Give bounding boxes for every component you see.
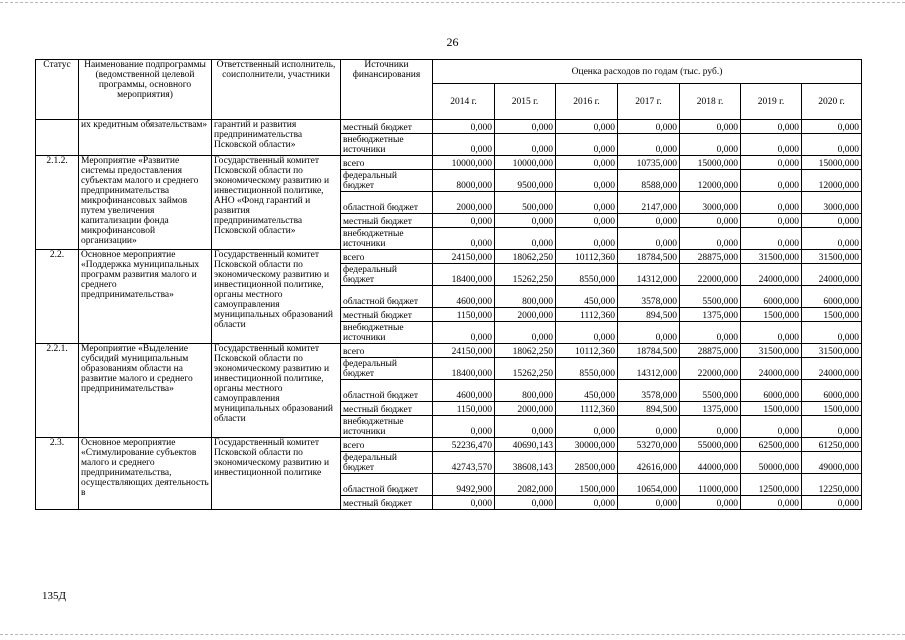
expense-value: 15262,250 (495, 358, 556, 380)
expense-value: 14312,000 (618, 264, 680, 286)
row-executor: Государственный комитет Псковской области по экономическому развитию и инвестиционной политике (212, 438, 341, 510)
expense-value: 0,000 (618, 322, 680, 344)
expense-value: 2082,000 (495, 474, 556, 496)
expense-value: 0,000 (433, 134, 495, 156)
expense-value: 18062,250 (495, 250, 556, 264)
header-year: 2015 г. (495, 84, 556, 120)
expense-value: 22000,000 (680, 264, 741, 286)
funding-source: внебюджетные источники (341, 228, 433, 250)
expense-value: 24000,000 (741, 264, 802, 286)
expense-value: 10000,000 (433, 156, 495, 170)
expense-value: 31500,000 (802, 344, 862, 358)
expense-value: 24150,000 (433, 344, 495, 358)
expense-value: 6000,000 (802, 380, 862, 402)
expense-value: 38608,143 (495, 452, 556, 474)
expense-value: 6000,000 (741, 380, 802, 402)
expense-value: 0,000 (802, 134, 862, 156)
table-row (36, 344, 862, 358)
funding-source: местный бюджет (341, 496, 433, 510)
expense-value: 10000,000 (495, 156, 556, 170)
expense-value: 0,000 (433, 228, 495, 250)
header-year: 2017 г. (618, 84, 680, 120)
row-status: 2.3. (36, 438, 79, 510)
expense-value: 24000,000 (802, 264, 862, 286)
expense-value: 42743,570 (433, 452, 495, 474)
expense-value: 0,000 (802, 496, 862, 510)
funding-source: федеральный бюджет (341, 452, 433, 474)
expense-value: 18400,000 (433, 358, 495, 380)
funding-source: местный бюджет (341, 402, 433, 416)
expense-value: 18784,500 (618, 344, 680, 358)
expense-value: 0,000 (433, 416, 495, 438)
expense-value: 8550,000 (556, 358, 618, 380)
funding-source: внебюджетные источники (341, 134, 433, 156)
expense-value: 10112,360 (556, 344, 618, 358)
expense-value: 0,000 (433, 496, 495, 510)
funding-source: федеральный бюджет (341, 358, 433, 380)
expense-value: 0,000 (556, 416, 618, 438)
expense-value: 1500,000 (802, 402, 862, 416)
expense-value: 0,000 (556, 496, 618, 510)
expense-value: 0,000 (741, 192, 802, 214)
row-status: 2.1.2. (36, 156, 79, 250)
expense-value: 0,000 (556, 170, 618, 192)
table-row (36, 438, 862, 452)
row-executor: Государственный комитет Псковской области по экономическому развитию и инвестиционной политике, органы местного самоуправления муниципальных образований области (212, 250, 341, 344)
expense-value: 0,000 (556, 134, 618, 156)
expense-value: 0,000 (495, 214, 556, 228)
expense-value: 3000,000 (680, 192, 741, 214)
expense-value: 0,000 (433, 120, 495, 134)
funding-source: местный бюджет (341, 308, 433, 322)
funding-source: внебюджетные источники (341, 322, 433, 344)
expense-value: 1500,000 (556, 474, 618, 496)
expense-value: 0,000 (618, 134, 680, 156)
expense-value: 0,000 (741, 228, 802, 250)
expense-value: 1375,000 (680, 402, 741, 416)
expense-value: 0,000 (802, 322, 862, 344)
row-name: их кредитным обязательствам» (79, 120, 212, 156)
expense-value: 44000,000 (680, 452, 741, 474)
header-year: 2020 г. (802, 84, 862, 120)
row-name: Основное мероприятие «Поддержка муниципальных программ развития малого и среднего предпринимательства» (79, 250, 212, 344)
funding-source: областной бюджет (341, 380, 433, 402)
expense-value: 0,000 (680, 416, 741, 438)
header-year: 2016 г. (556, 84, 618, 120)
expense-value: 9492,900 (433, 474, 495, 496)
expense-value: 5500,000 (680, 286, 741, 308)
expense-value: 0,000 (618, 228, 680, 250)
header-year: 2014 г. (433, 84, 495, 120)
expense-value: 42616,000 (618, 452, 680, 474)
scan-top-edge (0, 2, 905, 4)
expense-value: 8588,000 (618, 170, 680, 192)
expense-value: 15000,000 (802, 156, 862, 170)
expense-value: 0,000 (741, 322, 802, 344)
expense-value: 0,000 (495, 496, 556, 510)
expense-value: 4600,000 (433, 380, 495, 402)
expense-value: 0,000 (802, 214, 862, 228)
row-name: Мероприятие «Развитие системы предоставления субъектам малого и среднего предпринимательства микрофинансовых займов путем увеличения капитализации фонда микрофинансовой организации» (79, 156, 212, 250)
expense-value: 450,000 (556, 380, 618, 402)
expense-value: 450,000 (556, 286, 618, 308)
expense-value: 0,000 (618, 214, 680, 228)
expense-value: 31500,000 (741, 344, 802, 358)
expense-value: 6000,000 (741, 286, 802, 308)
expense-value: 0,000 (556, 214, 618, 228)
funding-source: местный бюджет (341, 120, 433, 134)
expense-value: 0,000 (741, 416, 802, 438)
expense-value: 0,000 (741, 214, 802, 228)
expense-value: 1375,000 (680, 308, 741, 322)
expense-value: 24000,000 (802, 358, 862, 380)
expense-value: 0,000 (556, 192, 618, 214)
expense-value: 6000,000 (802, 286, 862, 308)
expense-value: 800,000 (495, 380, 556, 402)
expense-value: 28875,000 (680, 250, 741, 264)
row-executor: Государственный комитет Псковской области по экономическому развитию и инвестиционной политике, АНО «Фонд гарантий и развития предпринимательства Псковской области» (212, 156, 341, 250)
expense-value: 10112,360 (556, 250, 618, 264)
expense-value: 8000,000 (433, 170, 495, 192)
expense-value: 0,000 (680, 120, 741, 134)
table-row (36, 250, 862, 264)
expense-value: 11000,000 (680, 474, 741, 496)
funding-source: федеральный бюджет (341, 170, 433, 192)
expense-value: 5500,000 (680, 380, 741, 402)
expense-value: 0,000 (680, 134, 741, 156)
expense-value: 12250,000 (802, 474, 862, 496)
funding-source: федеральный бюджет (341, 264, 433, 286)
expense-value: 61250,000 (802, 438, 862, 452)
expense-value: 24000,000 (741, 358, 802, 380)
expense-value: 31500,000 (741, 250, 802, 264)
expense-value: 18062,250 (495, 344, 556, 358)
expense-value: 0,000 (556, 228, 618, 250)
funding-source: внебюджетные источники (341, 416, 433, 438)
expense-value: 3578,000 (618, 380, 680, 402)
expense-value: 894,500 (618, 402, 680, 416)
expense-value: 31500,000 (802, 250, 862, 264)
table-row (36, 156, 862, 170)
row-status: 2.2. (36, 250, 79, 344)
expense-value: 0,000 (433, 214, 495, 228)
expense-value: 15000,000 (680, 156, 741, 170)
expense-value: 2147,000 (618, 192, 680, 214)
expense-value: 0,000 (741, 134, 802, 156)
funding-source: местный бюджет (341, 214, 433, 228)
expense-value: 0,000 (495, 416, 556, 438)
expense-value: 0,000 (495, 322, 556, 344)
expense-value: 0,000 (618, 416, 680, 438)
funding-source: всего (341, 438, 433, 452)
expense-value: 12000,000 (802, 170, 862, 192)
funding-source: областной бюджет (341, 192, 433, 214)
scan-bottom-edge (0, 634, 905, 636)
table-header (36, 60, 862, 120)
expense-value: 0,000 (741, 156, 802, 170)
header-name: Наименование подпрограммы (ведомственной целевой программы, основного мероприятия) (79, 60, 212, 120)
expense-value: 28875,000 (680, 344, 741, 358)
row-status (36, 120, 79, 156)
header-estimate: Оценка расходов по годам (тыс. руб.) (433, 60, 862, 84)
expense-value: 0,000 (680, 228, 741, 250)
row-name: Основное мероприятие «Стимулирование субъектов малого и среднего предпринимательства, осуществляющих деятельность в (79, 438, 212, 510)
expense-value: 0,000 (802, 228, 862, 250)
row-name: Мероприятие «Выделение субсидий муниципальным образованиям области на развитие малого и среднего предпринимательства» (79, 344, 212, 438)
expense-value: 22000,000 (680, 358, 741, 380)
expense-value: 0,000 (433, 322, 495, 344)
expense-value: 9500,000 (495, 170, 556, 192)
expense-value: 0,000 (556, 322, 618, 344)
expense-value: 1112,360 (556, 402, 618, 416)
expense-value: 0,000 (802, 120, 862, 134)
expense-value: 40690,143 (495, 438, 556, 452)
expense-value: 500,000 (495, 192, 556, 214)
expense-value: 0,000 (741, 496, 802, 510)
expense-value: 1150,000 (433, 308, 495, 322)
expense-value: 18784,500 (618, 250, 680, 264)
expense-value: 49000,000 (802, 452, 862, 474)
expense-value: 50000,000 (741, 452, 802, 474)
expense-value: 8550,000 (556, 264, 618, 286)
expense-value: 2000,000 (433, 192, 495, 214)
expense-value: 24150,000 (433, 250, 495, 264)
expense-value: 52236,470 (433, 438, 495, 452)
expense-value: 0,000 (495, 134, 556, 156)
expense-value: 1500,000 (741, 308, 802, 322)
expense-value: 14312,000 (618, 358, 680, 380)
expense-value: 53270,000 (618, 438, 680, 452)
expense-value: 55000,000 (680, 438, 741, 452)
expense-value: 894,500 (618, 308, 680, 322)
header-executor: Ответственный исполнитель, соисполнители, участники (212, 60, 341, 120)
expense-value: 0,000 (556, 156, 618, 170)
expense-value: 0,000 (618, 496, 680, 510)
expense-value: 18400,000 (433, 264, 495, 286)
expense-value: 12500,000 (741, 474, 802, 496)
expense-value: 0,000 (556, 120, 618, 134)
page-number: 26 (446, 35, 459, 49)
expense-value: 62500,000 (741, 438, 802, 452)
expense-value: 4600,000 (433, 286, 495, 308)
expense-value: 1112,360 (556, 308, 618, 322)
funding-source: всего (341, 344, 433, 358)
expense-value: 0,000 (680, 322, 741, 344)
header-year: 2019 г. (741, 84, 802, 120)
expense-value: 10654,000 (618, 474, 680, 496)
expense-value: 10735,000 (618, 156, 680, 170)
expense-value: 0,000 (495, 120, 556, 134)
funding-source: областной бюджет (341, 286, 433, 308)
row-executor: гарантий и развития предпринимательства Псковской области» (212, 120, 341, 156)
table-row (36, 120, 862, 134)
funding-source: всего (341, 156, 433, 170)
expense-value: 15262,250 (495, 264, 556, 286)
expense-value: 30000,000 (556, 438, 618, 452)
expense-value: 28500,000 (556, 452, 618, 474)
header-source: Источники финансирования (341, 60, 433, 120)
expense-value: 1150,000 (433, 402, 495, 416)
expense-value: 2000,000 (495, 308, 556, 322)
funding-source: всего (341, 250, 433, 264)
row-status: 2.2.1. (36, 344, 79, 438)
expense-value: 0,000 (618, 120, 680, 134)
row-executor: Государственный комитет Псковской области по экономическому развитию и инвестиционной политике, органы местного самоуправления муниципальных образований области (212, 344, 341, 438)
expense-value: 3000,000 (802, 192, 862, 214)
header-status: Статус (36, 60, 79, 120)
expense-value: 0,000 (741, 170, 802, 192)
expense-value: 0,000 (680, 214, 741, 228)
footer-code: 135Д (42, 590, 67, 602)
expense-value: 12000,000 (680, 170, 741, 192)
funding-source: областной бюджет (341, 474, 433, 496)
expense-value: 1500,000 (741, 402, 802, 416)
expenses-table (35, 59, 862, 510)
expense-value: 3578,000 (618, 286, 680, 308)
expense-value: 0,000 (802, 416, 862, 438)
table-body (36, 120, 862, 510)
expense-value: 2000,000 (495, 402, 556, 416)
expense-value: 0,000 (741, 120, 802, 134)
header-year: 2018 г. (680, 84, 741, 120)
expense-value: 1500,000 (802, 308, 862, 322)
expense-value: 0,000 (495, 228, 556, 250)
expense-value: 800,000 (495, 286, 556, 308)
expense-value: 0,000 (680, 496, 741, 510)
